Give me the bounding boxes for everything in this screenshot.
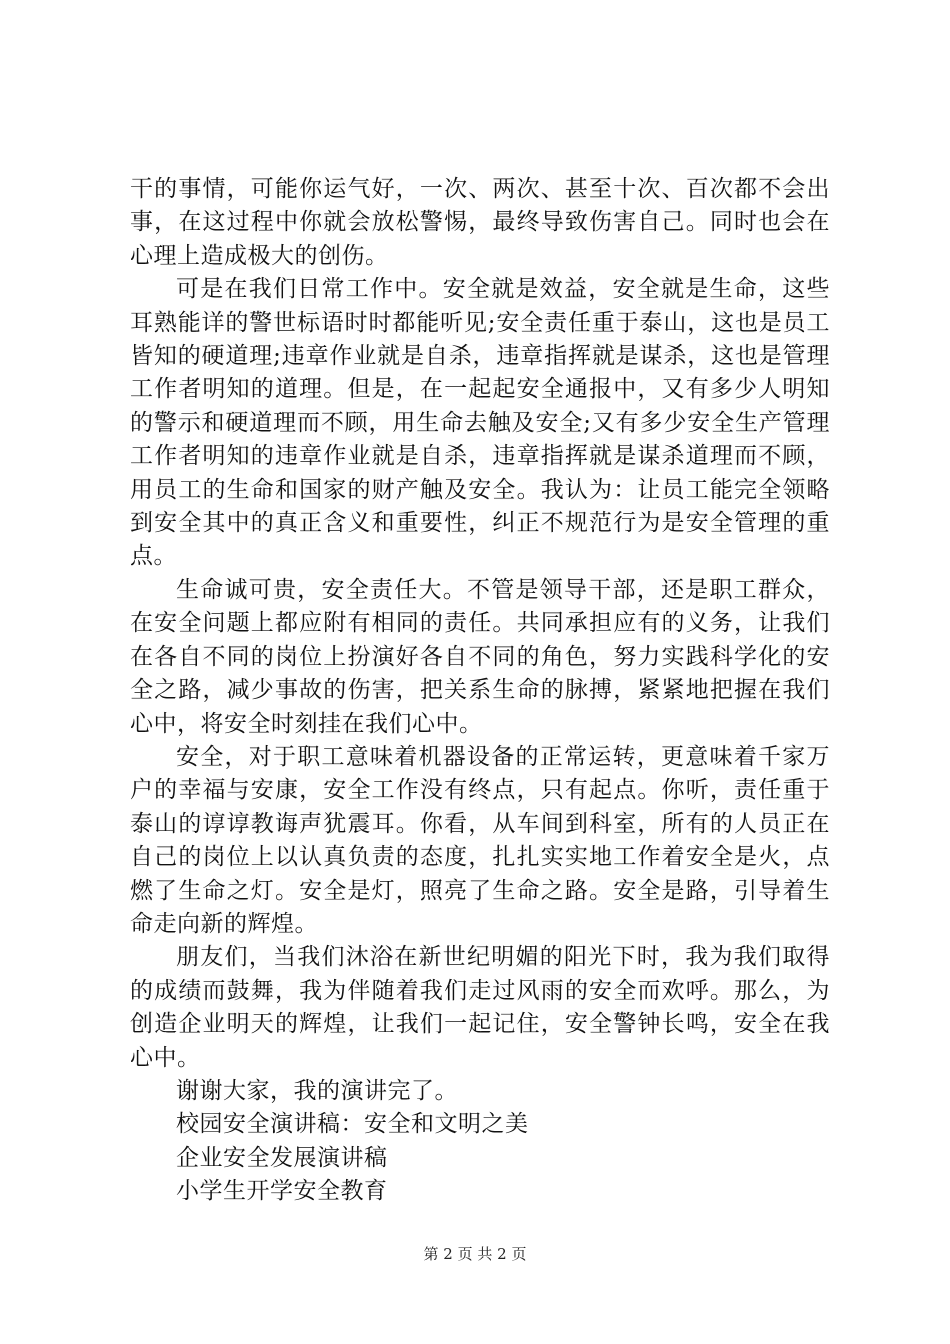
related-title-campus: 校园安全演讲稿：安全和文明之美 [176, 1111, 529, 1138]
closing-thanks: 谢谢大家，我的演讲完了。 [176, 1077, 458, 1104]
related-title-enterprise: 企业安全发展演讲稿 [176, 1144, 388, 1171]
paragraph-continued: 干的事情，可能你运气好，一次、两次、甚至十次、百次都不会出事，在这过程中你就会放松警惕，最终导致伤害自己。同时也会在心理上造成极大的创伤。 [130, 176, 830, 269]
paragraph-daily-work: 可是在我们日常工作中。安全就是效益，安全就是生命，这些耳熟能详的警世标语时时都能听见;安全责任重于泰山，这也是员工皆知的硬道理;违章作业就是自杀，违章指挥就是谋杀，这也是管理工作者明知的道理。但是，在一起起安全通报中，又有多少人明知的警示和硬道理而不顾，用生命去触及安全;又有多少安全生产管理工作者明知的违章作业就是自杀，违章指挥就是谋杀道理而不顾，用员工的生命和国家的财产触及安全。我认为：让员工能完全领略到安全其中的真正含义和重要性，纠正不规范行为是安全管理的重点。 [130, 276, 830, 570]
paragraph-friends: 朋友们，当我们沐浴在新世纪明媚的阳光下时，我为我们取得的成绩而鼓舞，我为伴随着我们走过风雨的安全而欢呼。那么，为创造企业明天的辉煌，让我们一起记住，安全警钟长鸣，安全在我心中。 [130, 944, 830, 1071]
paragraph-life-responsibility: 生命诚可贵，安全责任大。不管是领导干部，还是职工群众，在安全问题上都应附有相同的责任。共同承担应有的义务，让我们在各自不同的岗位上扮演好各自不同的角色，努力实践科学化的安全之路，减少事故的伤害，把关系生命的脉搏，紧紧地把握在我们心中，将安全时刻挂在我们心中。 [130, 576, 830, 737]
paragraph-safety-meaning: 安全，对于职工意味着机器设备的正常运转，更意味着千家万户的幸福与安康，安全工作没有终点，只有起点。你听，责任重于泰山的谆谆教诲声犹震耳。你看，从车间到科室，所有的人员正在自己的岗位上以认真负责的态度，扎扎实实地工作着安全是火，点燃了生命之灯。安全是灯，照亮了生命之路。安全是路，引导着生命走向新的辉煌。 [130, 743, 830, 937]
document-body [130, 173, 830, 1209]
related-title-school: 小学生开学安全教育 [176, 1178, 388, 1205]
page-footer [0, 1244, 950, 1264]
page-number-label: 第 2 页 共 2 页 [423, 1245, 527, 1263]
